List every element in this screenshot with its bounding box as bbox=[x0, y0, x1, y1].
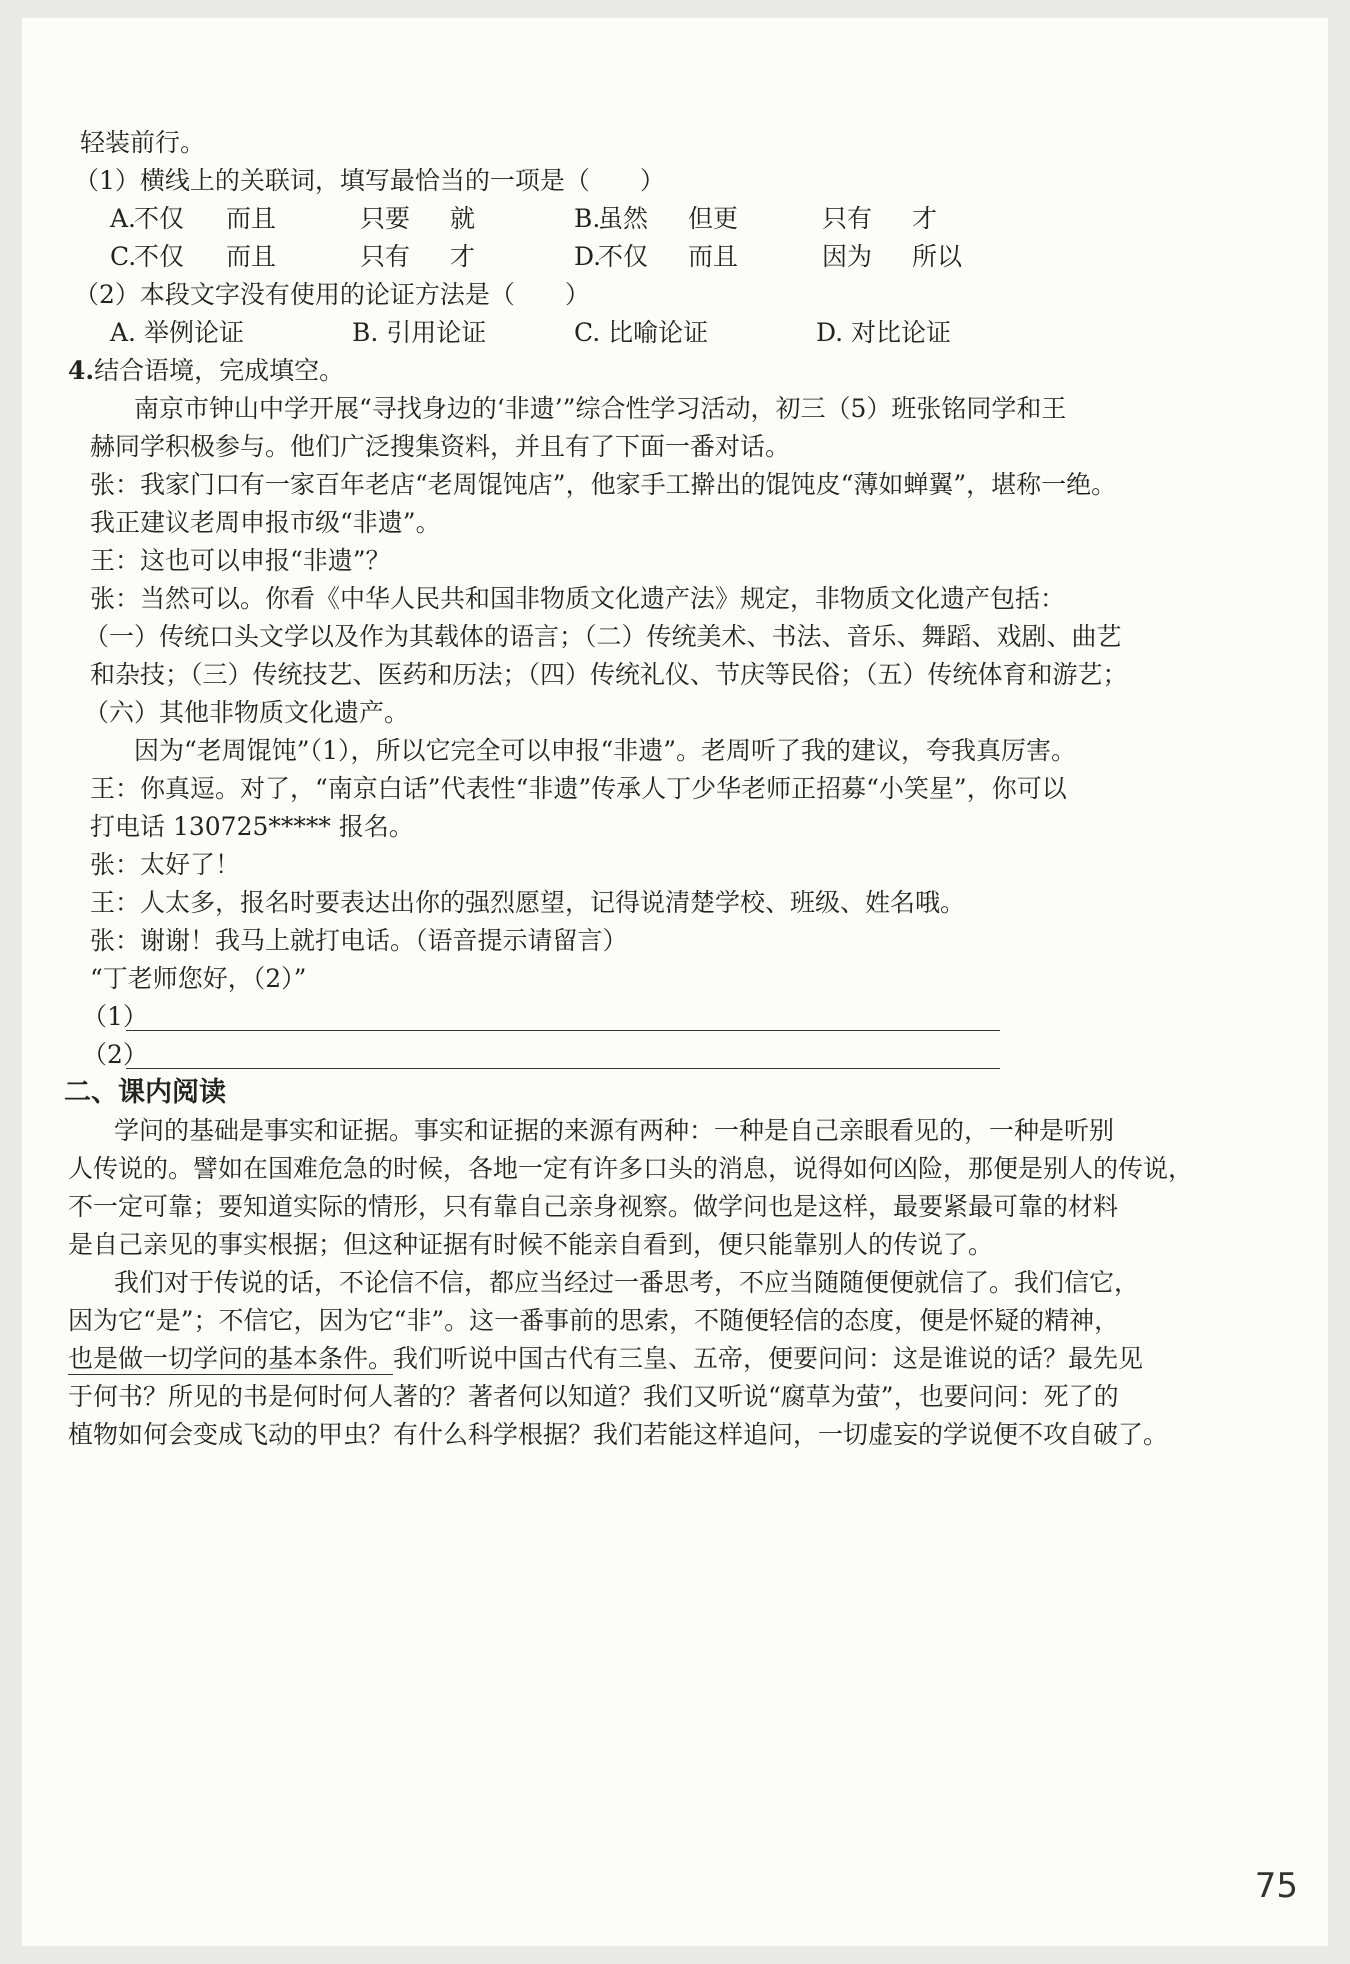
q4-line: 张：当然可以。你看《中华人民共和国非物质文化遗产法》规定，非物质文化遗产包括： bbox=[90, 584, 1066, 613]
q4-line: 王：这也可以申报“非遗”？ bbox=[90, 546, 391, 575]
option-word: 不仅 bbox=[134, 204, 185, 233]
option-word: 只有 bbox=[360, 242, 411, 271]
q4-line: （六）其他非物质文化遗产。 bbox=[84, 698, 410, 727]
option-word: 因为 bbox=[822, 242, 873, 271]
blank-2-answer-line[interactable] bbox=[126, 1068, 1000, 1069]
workbook-page bbox=[22, 18, 1328, 1946]
question-2-option-d[interactable]: D. 对比论证 bbox=[816, 318, 952, 347]
section-heading: 二、课内阅读 bbox=[64, 1077, 226, 1108]
option-word: 而且 bbox=[688, 242, 739, 271]
reading-line: 植物如何会变成飞动的甲虫？有什么科学根据？我们若能这样追问，一切虚妄的学说便不攻自破了。 bbox=[68, 1420, 1169, 1449]
q4-line: “丁老师您好，（2）” bbox=[90, 964, 307, 993]
reading-line: 是自己亲见的事实根据；但这种证据有时候不能亲自看到，便只能靠别人的传说了。 bbox=[68, 1230, 994, 1259]
option-word: 但更 bbox=[688, 204, 739, 233]
question-1-stem: （1）横线上的关联词，填写最恰当的一项是（ ） bbox=[74, 166, 665, 195]
paragraph-tail: 轻装前行。 bbox=[80, 128, 206, 157]
option-letter: C. bbox=[110, 242, 137, 271]
question-4-heading bbox=[68, 354, 344, 388]
option-letter: A. bbox=[110, 204, 137, 233]
question-2-option-a[interactable]: A. 举例论证 bbox=[110, 318, 244, 347]
option-word: 而且 bbox=[226, 204, 277, 233]
q4-line: 赫同学积极参与。他们广泛搜集资料，并且有了下面一番对话。 bbox=[90, 432, 791, 461]
reading-line: 于何书？所见的书是何时何人著的？著者何以知道？我们又听说“腐草为萤”，也要问问：死了的 bbox=[68, 1382, 1119, 1411]
option-word: 不仅 bbox=[598, 242, 649, 271]
reading-line: 因为它“是”；不信它，因为它“非”。这一番事前的思索，不随便轻信的态度，便是怀疑的精神， bbox=[68, 1306, 1120, 1335]
option-word: 才 bbox=[912, 204, 938, 233]
blank-2-label: （2） bbox=[82, 1040, 148, 1069]
q4-line: 王：你真逗。对了，“南京白话”代表性“非遗”传承人丁少华老师正招募“小笑星”，你可以 bbox=[90, 774, 1067, 803]
option-word: 只有 bbox=[822, 204, 873, 233]
q4-line: 我正建议老周申报市级“非遗”。 bbox=[90, 508, 441, 537]
question-2-stem: （2）本段文字没有使用的论证方法是（ ） bbox=[74, 280, 590, 309]
reading-line: 人传说的。譬如在国难危急的时候，各地一定有许多口头的消息，说得如何凶险，那便是别人的传说， bbox=[68, 1154, 1194, 1183]
option-word: 才 bbox=[450, 242, 476, 271]
q4-line: 张：太好了！ bbox=[90, 850, 241, 879]
q4-line: 南京市钟山中学开展“寻找身边的‘非遗’”综合性学习活动，初三（5）班张铭同学和王 bbox=[134, 394, 1067, 423]
page-number: 75 bbox=[1254, 1866, 1298, 1906]
reading-line: 我们对于传说的话，不论信不信，都应当经过一番思考，不应当随随便便就信了。我们信它， bbox=[114, 1268, 1140, 1297]
blank-1-label: （1） bbox=[82, 1002, 148, 1031]
option-word: 不仅 bbox=[134, 242, 185, 271]
option-word: 只要 bbox=[360, 204, 411, 233]
option-word: 而且 bbox=[226, 242, 277, 271]
q4-line: 张：谢谢！我马上就打电话。（语音提示请留言） bbox=[90, 926, 628, 955]
question-title: 结合语境，完成填空。 bbox=[94, 356, 345, 385]
underlined-sentence: 也是做一切学问的基本条件。 bbox=[68, 1344, 394, 1373]
question-number: 4. bbox=[68, 356, 95, 385]
q4-line: 王：人太多，报名时要表达出你的强烈愿望，记得说清楚学校、班级、姓名哦。 bbox=[90, 888, 966, 917]
option-letter: B. bbox=[574, 204, 601, 233]
q4-line: 张：我家门口有一家百年老店“老周馄饨店”，他家手工擀出的馄饨皮“薄如蝉翼”，堪称一绝。 bbox=[90, 470, 1117, 499]
option-word: 虽然 bbox=[598, 204, 649, 233]
blank-1-answer-line[interactable] bbox=[126, 1030, 1000, 1031]
q4-line: 因为“老周馄饨”（1），所以它完全可以申报“非遗”。老周听了我的建议，夸我真厉害。 bbox=[134, 736, 1077, 765]
question-2-option-b[interactable]: B. 引用论证 bbox=[352, 318, 487, 347]
question-2-option-c[interactable]: C. 比喻论证 bbox=[574, 318, 709, 347]
q4-line: 打电话 130725***** 报名。 bbox=[90, 812, 414, 841]
reading-line: 学问的基础是事实和证据。事实和证据的来源有两种：一种是自己亲眼看见的，一种是听别 bbox=[114, 1116, 1115, 1145]
option-word: 所以 bbox=[912, 242, 963, 271]
q4-line: （一）传统口头文学以及作为其载体的语言；（二）传统美术、书法、音乐、舞蹈、戏剧、曲艺 bbox=[84, 622, 1122, 651]
option-letter: D. bbox=[574, 242, 602, 271]
reading-line: 不一定可靠；要知道实际的情形，只有靠自己亲身视察。做学问也是这样，最要紧最可靠的材料 bbox=[68, 1192, 1119, 1221]
reading-line bbox=[68, 1342, 1143, 1376]
option-word: 就 bbox=[450, 204, 476, 233]
reading-text: 我们听说中国古代有三皇、五帝，便要问问：这是谁说的话？最先见 bbox=[393, 1344, 1144, 1373]
q4-line: 和杂技；（三）传统技艺、医药和历法；（四）传统礼仪、节庆等民俗；（五）传统体育和游艺； bbox=[90, 660, 1128, 689]
